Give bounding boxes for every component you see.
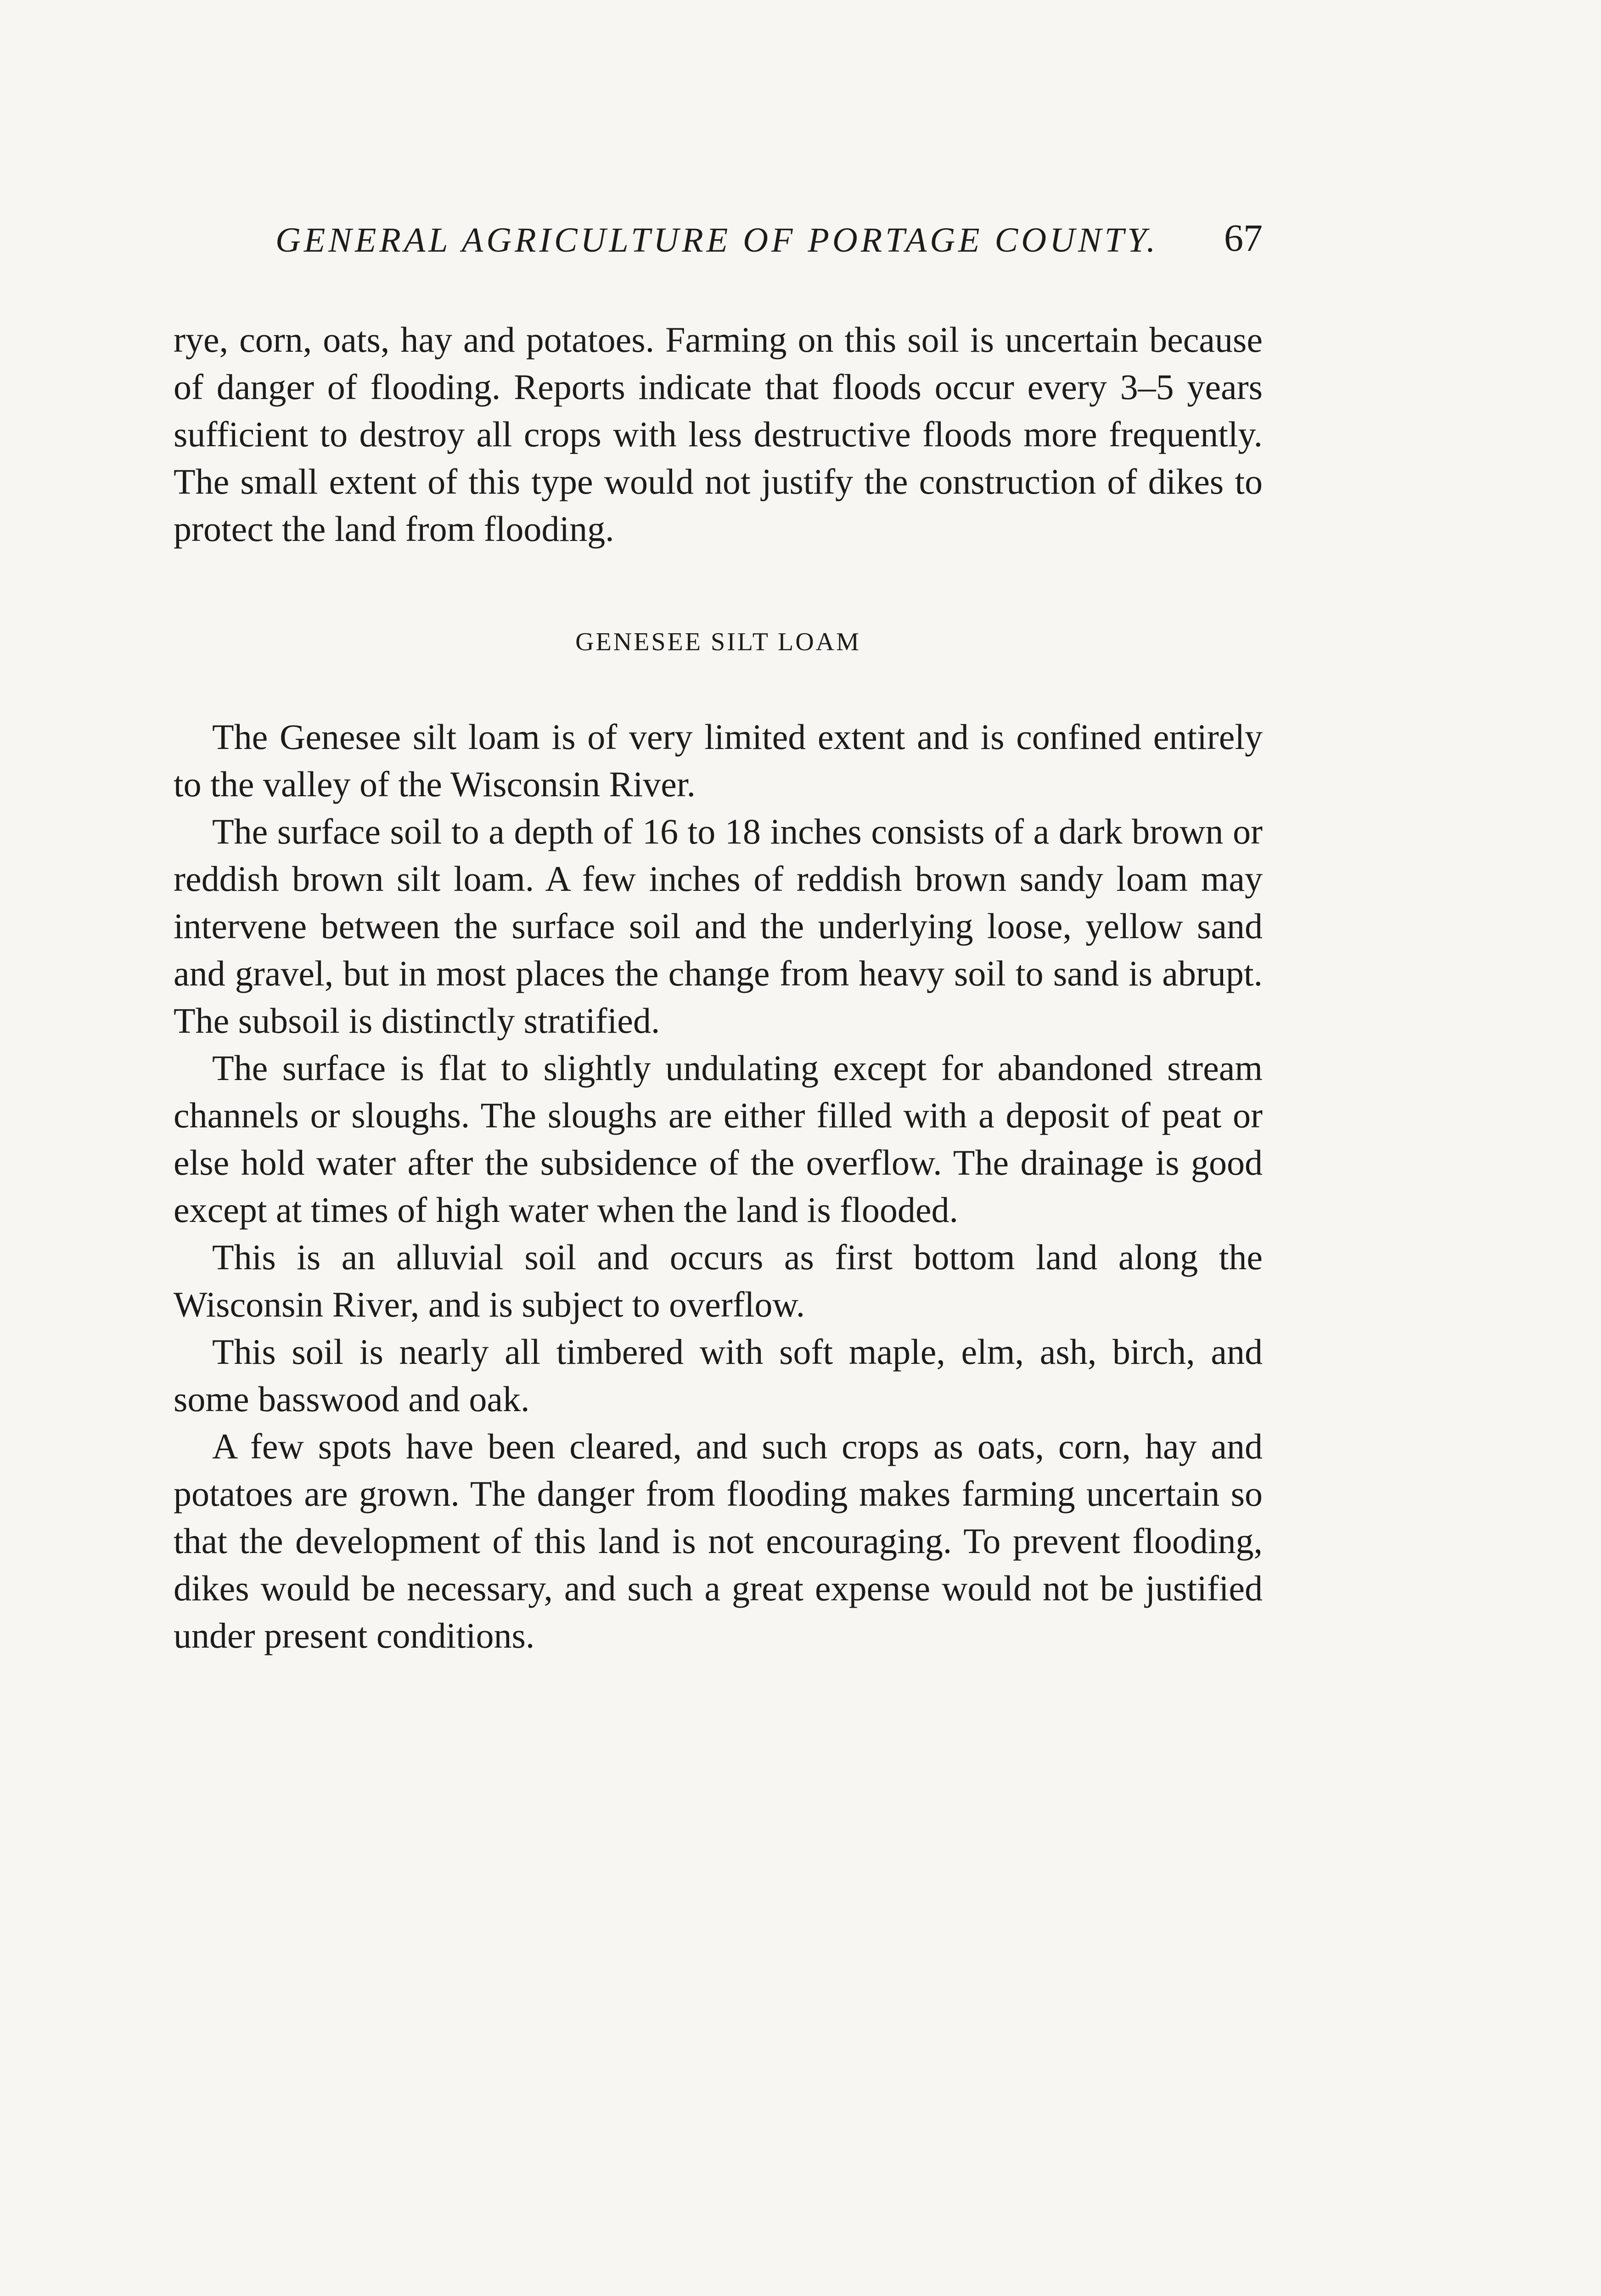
paragraph-agriculture: A few spots have been cleared, and such crops as oats, corn, hay and potatoes are grown. The danger from flooding makes farming uncertain so that the development of this land is not encouraging. To prevent flooding, dikes would be necessary, and such a great expense would not be justified under present conditions. [174, 1426, 1263, 1655]
text-block [174, 316, 1263, 1659]
paragraph-topography-drainage: The surface is flat to slightly undulating except for abandoned stream channels or sloughs. The sloughs are either filled with a deposit of peat or else hold water after the subsidence of the overflow. The drainage is good except at times of high water when the land is flooded. [174, 1048, 1263, 1230]
continuation-paragraph: rye, corn, oats, hay and potatoes. Farming on this soil is uncertain because of danger of flooding. Reports indicate that floods occur every 3–5 years sufficient to destroy all crops with less destructive floods more frequently. The small extent of this type would not justify the construction of dikes to protect the land from flooding. [174, 320, 1263, 549]
page-number: 67 [1224, 217, 1263, 259]
paragraph-extent: The Genesee silt loam is of very limited extent and is confined entirely to the valley of the Wisconsin River. [174, 717, 1263, 804]
section-heading: GENESEE SILT LOAM [575, 628, 861, 656]
paragraph-surface-soil: The surface soil to a depth of 16 to 18 inches consists of a dark brown or reddish brown silt loam. A few inches of reddish brown sandy loam may intervene between the surface soil and the underlying loose, yellow sand and gravel, but in most places the change from heavy soil to sand is abrupt. The subsoil is distinctly stratified. [174, 811, 1263, 1041]
running-head [275, 216, 1263, 276]
paragraph-origin: This is an alluvial soil and occurs as first bottom land along the Wisconsin River, and is subject to overflow. [174, 1237, 1263, 1324]
running-title: GENERAL AGRICULTURE OF PORTAGE COUNTY. [275, 221, 1159, 259]
paragraph-vegetation: This soil is nearly all timbered with soft maple, elm, ash, birch, and some basswood and oak. [174, 1332, 1263, 1419]
